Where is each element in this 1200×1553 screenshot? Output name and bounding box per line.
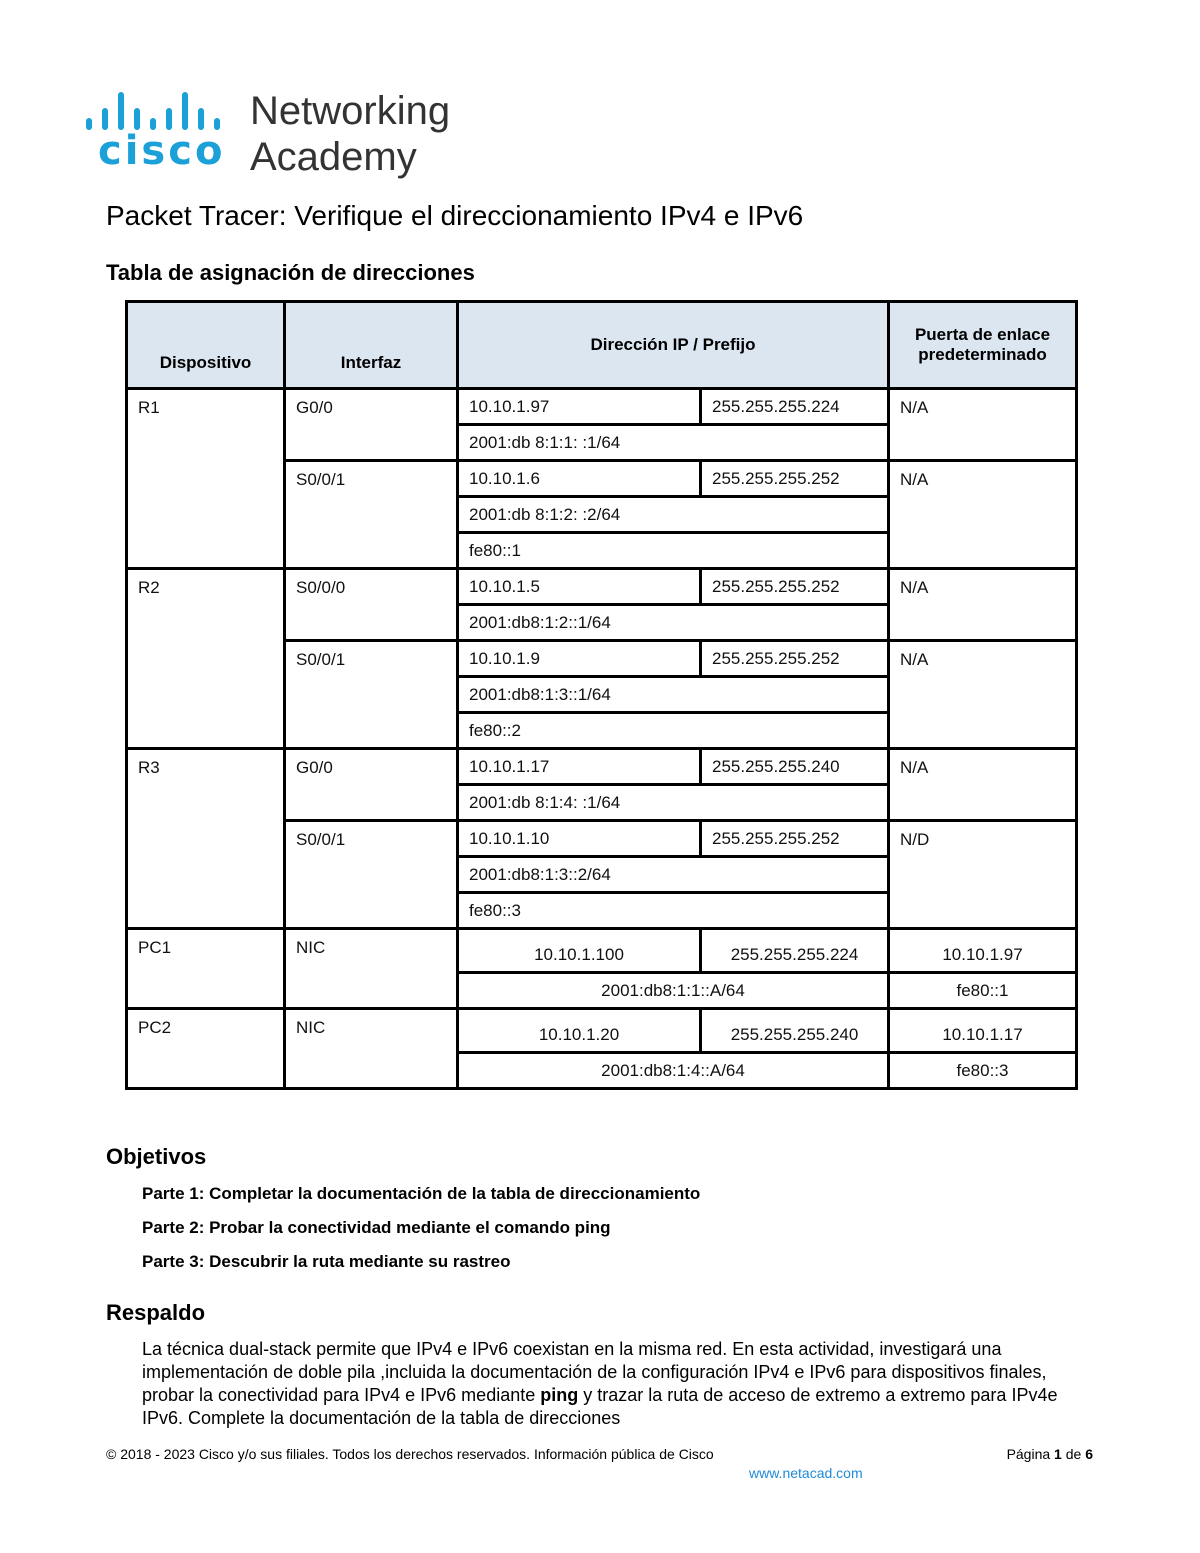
objectives-heading: Objetivos (106, 1144, 207, 1169)
document-title: Packet Tracer: Verifique el direccionamiento IPv4 e IPv6 (106, 200, 804, 231)
table-row (127, 749, 1077, 785)
gateway-cell: N/A (889, 569, 1077, 641)
interface-cell: S0/0/1 (285, 461, 458, 569)
gateway-ipv6-cell: fe80::1 (889, 973, 1077, 1009)
table-row (127, 1009, 1077, 1053)
objective-item: Parte 1: Completar la documentación de la tabla de direccionamiento (142, 1184, 701, 1203)
header-gateway: Puerta de enlace predeterminado (889, 302, 1077, 389)
objective-item: Parte 2: Probar la conectividad mediante el comando ping (142, 1218, 611, 1237)
background-text-end: y trazar la ruta de acceso de extremo a extremo para IPv4e IPv6. Complete la documentación de la tabla de direcciones (142, 1385, 1058, 1428)
interface-cell: G0/0 (285, 389, 458, 461)
link-local-cell: fe80::2 (458, 713, 889, 749)
background-heading: Respaldo (106, 1300, 206, 1325)
device-cell: PC1 (127, 929, 285, 1009)
page-number (1007, 1446, 1093, 1462)
ipv6-cell: 2001:db8:1:3::1/64 (458, 677, 889, 713)
gateway-cell: 10.10.1.17 (889, 1009, 1077, 1053)
interface-cell: G0/0 (285, 749, 458, 821)
ipv4-cell: 10.10.1.10 (458, 821, 701, 857)
ipv4-cell: 10.10.1.17 (458, 749, 701, 785)
ipv6-cell: 2001:db8:1:2::1/64 (458, 605, 889, 641)
link-local-cell: fe80::3 (458, 893, 889, 929)
device-cell: R2 (127, 569, 285, 749)
gateway-cell: 10.10.1.97 (889, 929, 1077, 973)
interface-cell: NIC (285, 929, 458, 1009)
ipv6-cell: 2001:db 8:1:4: :1/64 (458, 785, 889, 821)
logo-line-academy: Academy (250, 135, 417, 179)
logo-text (250, 88, 450, 180)
cisco-networking-academy-logo (84, 88, 484, 178)
table-heading: Tabla de asignación de direcciones (106, 260, 475, 285)
mask-cell: 255.255.255.252 (701, 641, 889, 677)
table-header-row (127, 302, 1077, 389)
page-current: 1 (1054, 1446, 1062, 1462)
gateway-cell: N/A (889, 641, 1077, 749)
addressing-table (125, 300, 1078, 1090)
interface-cell: S0/0/0 (285, 569, 458, 641)
ipv6-cell: 2001:db8:1:1::A/64 (458, 973, 889, 1009)
table-row (127, 569, 1077, 605)
gateway-ipv6-cell: fe80::3 (889, 1053, 1077, 1089)
background-text-start: La técnica dual-stack permite que IPv4 e IPv6 coexistan en la misma red. En esta actividad, investigará una implementación de doble pila ,incluida la documentación de la configuración IPv4 e IPv6 para dispositivos finales, probar la conectividad para IPv4 e IPv6 mediante (142, 1339, 1047, 1405)
interface-cell: S0/0/1 (285, 641, 458, 749)
ipv4-cell: 10.10.1.97 (458, 389, 701, 425)
ipv4-cell: 10.10.1.20 (458, 1009, 701, 1053)
mask-cell: 255.255.255.240 (701, 1009, 889, 1053)
header-interface: Interfaz (285, 302, 458, 389)
interface-cell: S0/0/1 (285, 821, 458, 929)
cisco-bars-icon (84, 88, 234, 130)
header-ip-prefix: Dirección IP / Prefijo (458, 302, 889, 389)
page-label: Página (1006, 1446, 1051, 1462)
mask-cell: 255.255.255.252 (701, 569, 889, 605)
background-paragraph (142, 1338, 1092, 1430)
cisco-wordmark: cisco (98, 128, 226, 174)
device-cell: R1 (127, 389, 285, 569)
mask-cell: 255.255.255.252 (701, 461, 889, 497)
ipv6-cell: 2001:db8:1:3::2/64 (458, 857, 889, 893)
footer-copyright: © 2018 - 2023 Cisco y/o sus filiales. Todos los derechos reservados. Información pública de Cisco (106, 1446, 714, 1462)
link-local-cell: fe80::1 (458, 533, 889, 569)
device-cell: R3 (127, 749, 285, 929)
header-device: Dispositivo (127, 302, 285, 389)
ipv4-cell: 10.10.1.9 (458, 641, 701, 677)
ipv4-cell: 10.10.1.6 (458, 461, 701, 497)
gateway-cell: N/D (889, 821, 1077, 929)
logo-line-networking: Networking (250, 89, 451, 133)
mask-cell: 255.255.255.224 (701, 929, 889, 973)
gateway-cell: N/A (889, 749, 1077, 821)
footer-url-link[interactable]: www.netacad.com (749, 1465, 863, 1481)
page-total: 6 (1085, 1446, 1093, 1462)
page-of: de (1065, 1446, 1082, 1462)
ipv4-cell: 10.10.1.5 (458, 569, 701, 605)
background-text-bold: ping (540, 1385, 579, 1405)
ipv6-cell: 2001:db8:1:4::A/64 (458, 1053, 889, 1089)
interface-cell: NIC (285, 1009, 458, 1089)
objective-item: Parte 3: Descubrir la ruta mediante su rastreo (142, 1252, 511, 1271)
mask-cell: 255.255.255.252 (701, 821, 889, 857)
mask-cell: 255.255.255.224 (701, 389, 889, 425)
gateway-cell: N/A (889, 389, 1077, 461)
table-row (127, 389, 1077, 425)
gateway-cell: N/A (889, 461, 1077, 569)
device-cell: PC2 (127, 1009, 285, 1089)
ipv6-cell: 2001:db 8:1:2: :2/64 (458, 497, 889, 533)
mask-cell: 255.255.255.240 (701, 749, 889, 785)
ipv4-cell: 10.10.1.100 (458, 929, 701, 973)
ipv6-cell: 2001:db 8:1:1: :1/64 (458, 425, 889, 461)
table-row (127, 929, 1077, 973)
